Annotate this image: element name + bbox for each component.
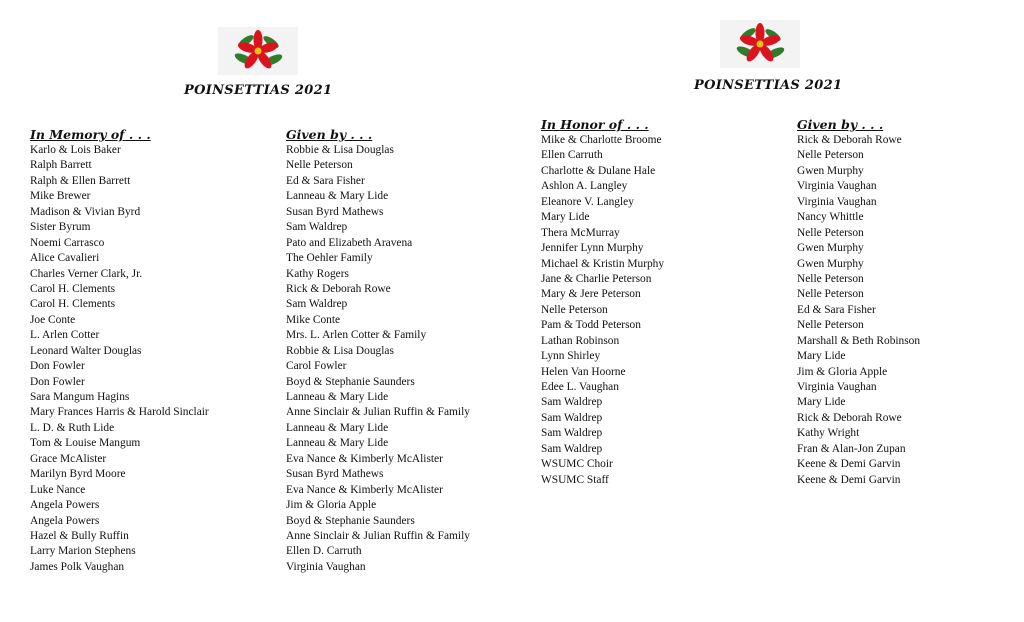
honor-list-item: Ellen Carruth: [541, 149, 603, 162]
given-by-list-item: Ed & Sara Fisher: [797, 303, 876, 316]
honor-list-item: Lynn Shirley: [541, 350, 601, 363]
memory-list-item: Larry Marion Stephens: [30, 545, 136, 558]
memory-list-item: Sister Byrum: [30, 221, 91, 234]
given-by-list-item: Gwen Murphy: [797, 164, 864, 177]
memory-list-item: Ralph Barrett: [30, 159, 92, 172]
honor-header: In Honor of . . .: [541, 117, 649, 132]
given-by-list-item: Kathy Wright: [797, 427, 860, 440]
memory-given-list: [286, 143, 470, 575]
page-title-right: POINSETTIAS 2021: [694, 78, 843, 93]
honor-list-item: Pam & Todd Peterson: [541, 319, 641, 332]
memory-list-item: Charles Verner Clark, Jr.: [30, 267, 143, 280]
honor-list-item: WSUMC Choir: [541, 458, 613, 471]
given-by-list-item: Eva Nance & Kimberly McAlister: [286, 483, 443, 496]
honor-given-header: Given by . . .: [797, 117, 884, 132]
memory-list-item: Sara Mangum Hagins: [30, 391, 130, 403]
given-by-list-item: Virginia Vaughan: [797, 381, 877, 393]
memory-list-item: Karlo & Lois Baker: [30, 144, 121, 156]
memory-list-item: Mike Brewer: [30, 190, 91, 203]
given-by-list-item: Nelle Peterson: [797, 272, 864, 285]
honor-given-column: [797, 117, 920, 488]
given-by-list-item: Nancy Whittle: [797, 211, 864, 224]
given-by-list-item: Nelle Peterson: [797, 319, 864, 332]
given-by-list-item: Lanneau & Mary Lide: [286, 421, 389, 434]
given-by-list-item: Sam Waldrep: [286, 298, 348, 311]
poinsettia-image-right: [720, 20, 800, 68]
given-by-list-item: Mrs. L. Arlen Cotter & Family: [286, 329, 427, 342]
memory-list-item: L. Arlen Cotter: [30, 329, 100, 342]
given-by-list-item: Kathy Rogers: [286, 267, 349, 280]
poinsettia-image-left: [218, 27, 298, 75]
memory-given-column: [286, 127, 470, 575]
given-by-list-item: Lanneau & Mary Lide: [286, 391, 389, 403]
memory-list-item: Angela Powers: [30, 514, 100, 527]
honor-list-item: Eleanore V. Langley: [541, 195, 634, 208]
given-by-list-item: Gwen Murphy: [797, 242, 864, 255]
memory-list-item: Angela Powers: [30, 499, 100, 512]
given-by-list-item: Rick & Deborah Rowe: [797, 411, 902, 424]
given-by-list-item: Carol Fowler: [286, 360, 347, 373]
given-by-list-item: Susan Byrd Mathews: [286, 205, 384, 218]
honor-list-item: Lathan Robinson: [541, 334, 620, 347]
memory-list-item: L. D. & Ruth Lide: [30, 421, 115, 434]
given-by-list-item: Pato and Elizabeth Aravena: [286, 236, 413, 249]
page-title-left: POINSETTIAS 2021: [184, 83, 333, 98]
memory-given-header: Given by . . .: [286, 127, 373, 142]
honor-list-item: Michael & Kristin Murphy: [541, 257, 665, 270]
given-by-list-item: Lanneau & Mary Lide: [286, 437, 389, 450]
given-by-list-item: Robbie & Lisa Douglas: [286, 144, 394, 156]
honor-list-item: Sam Waldrep: [541, 427, 603, 440]
given-by-list-item: Nelle Peterson: [797, 288, 864, 301]
memory-list-item: James Polk Vaughan: [30, 560, 125, 573]
memory-list-item: Mary Frances Harris & Harold Sinclair: [30, 406, 209, 419]
honor-list-item: Mary Lide: [541, 211, 590, 224]
given-by-list-item: Gwen Murphy: [797, 257, 864, 270]
given-by-list-item: Virginia Vaughan: [797, 195, 877, 208]
given-by-list-item: Jim & Gloria Apple: [286, 499, 377, 512]
honor-list-item: WSUMC Staff: [541, 473, 609, 486]
honor-list-item: Edee L. Vaughan: [541, 381, 619, 393]
honor-given-list: [797, 133, 920, 488]
honor-column: [541, 117, 664, 488]
honor-list-item: Mary & Jere Peterson: [541, 288, 641, 301]
honor-list-item: Charlotte & Dulane Hale: [541, 164, 656, 177]
honor-list-item: Mike & Charlotte Broome: [541, 134, 662, 146]
given-by-list-item: Mary Lide: [797, 350, 846, 363]
honor-list-item: Sam Waldrep: [541, 396, 603, 409]
given-by-list-item: Fran & Alan-Jon Zupan: [797, 442, 906, 455]
memory-list-item: Alice Cavalieri: [30, 252, 100, 265]
honor-list: [541, 133, 664, 488]
memory-column: [30, 127, 209, 575]
honor-list-item: Jane & Charlie Peterson: [541, 272, 652, 285]
honor-list-item: Sam Waldrep: [541, 442, 603, 455]
given-by-list-item: Rick & Deborah Rowe: [286, 282, 391, 295]
memory-list-item: Madison & Vivian Byrd: [30, 205, 141, 218]
given-by-list-item: Anne Sinclair & Julian Ruffin & Family: [286, 406, 470, 419]
memory-list-item: Don Fowler: [30, 375, 85, 388]
memory-list-item: Carol H. Clements: [30, 298, 116, 311]
honor-list-item: Helen Van Hoorne: [541, 365, 626, 378]
given-by-list-item: Mary Lide: [797, 396, 846, 409]
given-by-list-item: Virginia Vaughan: [797, 180, 877, 193]
memory-list-item: Luke Nance: [30, 483, 86, 496]
honor-list-item: Thera McMurray: [541, 226, 620, 239]
memory-list-item: Tom & Louise Mangum: [30, 437, 141, 450]
memory-list-item: Leonard Walter Douglas: [30, 344, 142, 357]
given-by-list-item: Anne Sinclair & Julian Ruffin & Family: [286, 529, 470, 542]
memory-list-item: Noemi Carrasco: [30, 236, 105, 249]
honor-list-item: Nelle Peterson: [541, 303, 608, 316]
memory-list: [30, 143, 209, 575]
given-by-list-item: Sam Waldrep: [286, 221, 348, 234]
given-by-list-item: Nelle Peterson: [286, 159, 353, 172]
memory-list-item: Ralph & Ellen Barrett: [30, 174, 131, 187]
given-by-list-item: Nelle Peterson: [797, 226, 864, 239]
honor-list-item: Sam Waldrep: [541, 411, 603, 424]
given-by-list-item: Rick & Deborah Rowe: [797, 134, 902, 146]
given-by-list-item: Susan Byrd Mathews: [286, 468, 384, 481]
given-by-list-item: Ellen D. Carruth: [286, 545, 362, 558]
memory-list-item: Joe Conte: [30, 313, 76, 326]
given-by-list-item: Marshall & Beth Robinson: [797, 334, 921, 347]
honor-list-item: Jennifer Lynn Murphy: [541, 242, 644, 255]
memory-list-item: Don Fowler: [30, 360, 85, 373]
memory-list-item: Hazel & Bully Ruffin: [30, 529, 129, 542]
memory-list-item: Carol H. Clements: [30, 282, 116, 295]
memory-header: In Memory of . . .: [30, 127, 151, 142]
given-by-list-item: Boyd & Stephanie Saunders: [286, 514, 415, 527]
given-by-list-item: Eva Nance & Kimberly McAlister: [286, 452, 443, 465]
given-by-list-item: Robbie & Lisa Douglas: [286, 344, 394, 357]
memory-list-item: Grace McAlister: [30, 452, 107, 465]
honor-list-item: Ashlon A. Langley: [541, 180, 628, 193]
given-by-list-item: Virginia Vaughan: [286, 560, 366, 573]
given-by-list-item: The Oehler Family: [286, 252, 373, 265]
given-by-list-item: Keene & Demi Garvin: [797, 458, 901, 471]
memory-list-item: Marilyn Byrd Moore: [30, 468, 126, 481]
given-by-list-item: Jim & Gloria Apple: [797, 365, 888, 378]
given-by-list-item: Lanneau & Mary Lide: [286, 190, 389, 203]
given-by-list-item: Nelle Peterson: [797, 149, 864, 162]
given-by-list-item: Ed & Sara Fisher: [286, 174, 365, 187]
given-by-list-item: Keene & Demi Garvin: [797, 473, 901, 486]
given-by-list-item: Mike Conte: [286, 313, 341, 326]
given-by-list-item: Boyd & Stephanie Saunders: [286, 375, 415, 388]
